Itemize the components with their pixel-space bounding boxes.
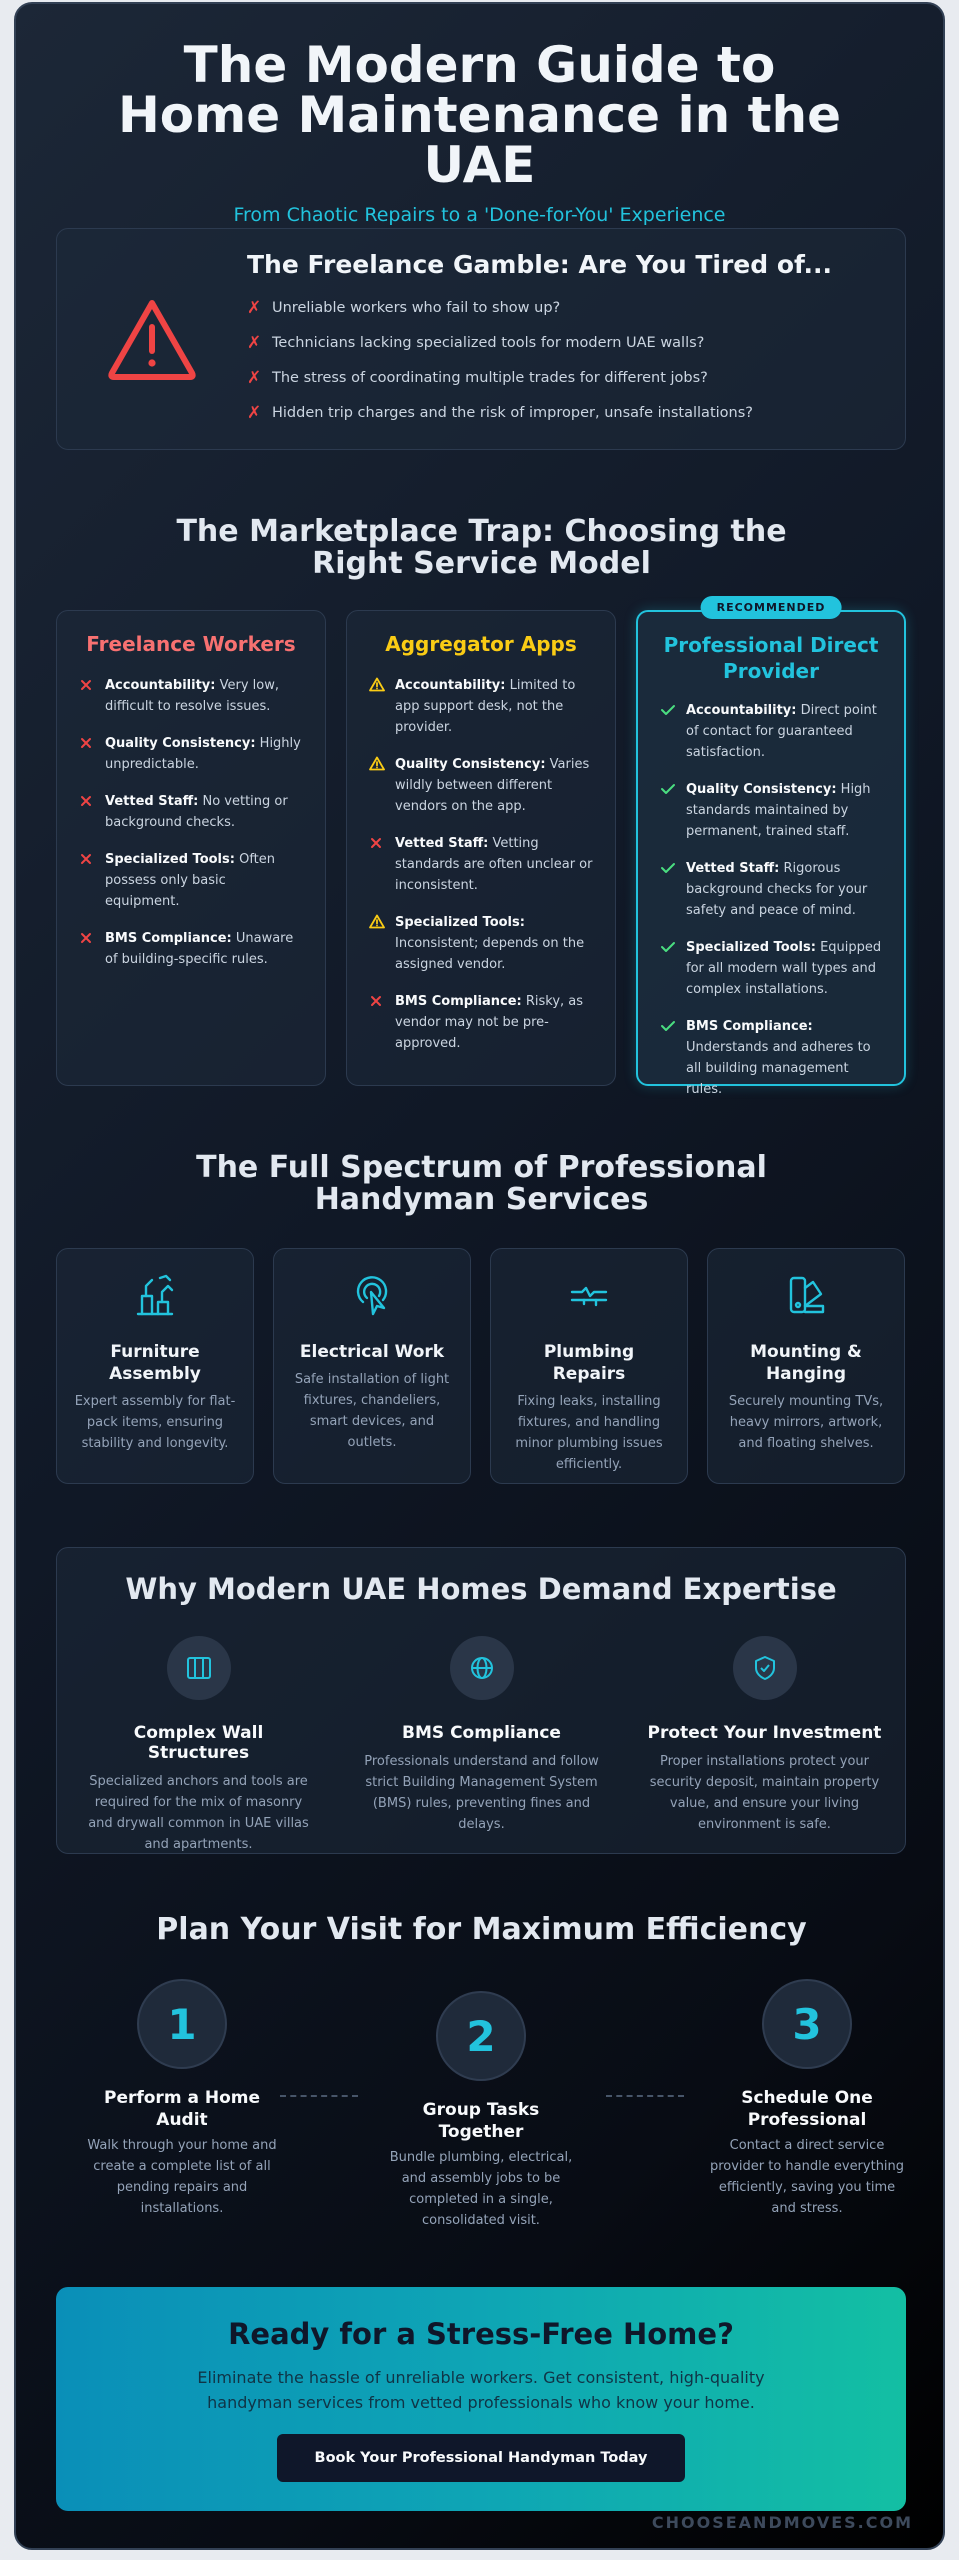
- model-row-label: BMS Compliance:: [105, 931, 232, 946]
- model-card-freelance: [56, 610, 326, 1086]
- model-row: [79, 928, 303, 970]
- step-number: 2: [436, 1991, 526, 2081]
- model-row: [369, 912, 593, 975]
- cross-icon: ✗: [247, 368, 262, 388]
- model-row-text: [686, 700, 882, 763]
- model-row-text: [686, 858, 882, 921]
- model-row-value: Limited to app support desk, not the provider.: [395, 678, 576, 735]
- model-row-label: Vetted Staff:: [395, 836, 489, 851]
- cross-icon: [79, 675, 105, 717]
- step-title: Perform a Home Audit: [103, 2088, 260, 2130]
- list-item: [247, 326, 905, 361]
- model-title: Aggregator Apps: [385, 632, 577, 656]
- model-title: Freelance Workers: [86, 632, 296, 656]
- why-item-title: Complex Wall Structures: [133, 1723, 264, 1763]
- why-expertise-card: [56, 1547, 906, 1854]
- model-card-aggregator: [346, 610, 616, 1086]
- model-row-label: BMS Compliance:: [686, 1019, 813, 1034]
- model-row-value: Varies wildly between different vendors on the app.: [395, 757, 590, 814]
- book-handyman-button[interactable]: Book Your Professional Handyman Today: [277, 2434, 685, 2482]
- model-row-value: Highly unpredictable.: [105, 736, 301, 772]
- step-1: [82, 1979, 282, 2219]
- model-row-label: Vetted Staff:: [686, 861, 780, 876]
- model-row: [369, 754, 593, 817]
- service-card-furniture: [56, 1248, 254, 1484]
- check-icon: [660, 779, 686, 842]
- model-row-label: Quality Consistency:: [395, 757, 546, 772]
- gamble-list: [247, 291, 905, 431]
- model-row-text: [395, 912, 593, 975]
- gamble-title: The Freelance Gamble: Are You Tired of...: [247, 249, 833, 279]
- shield-check-icon: [733, 1636, 797, 1700]
- model-row: [79, 675, 303, 717]
- globe-icon: [450, 1636, 514, 1700]
- model-row-value: Direct point of contact for guaranteed satisfaction.: [686, 703, 877, 760]
- model-row-label: Quality Consistency:: [105, 736, 256, 751]
- model-row-text: [395, 991, 593, 1054]
- model-row: [369, 675, 593, 738]
- why-item-walls: [57, 1636, 340, 1855]
- service-desc: Securely mounting TVs, heavy mirrors, artwork, and floating shelves.: [728, 1394, 884, 1451]
- mounting-icon: [722, 1267, 890, 1323]
- step-number: 3: [762, 1979, 852, 2069]
- model-row: [369, 991, 593, 1054]
- cross-icon: ✗: [247, 333, 262, 353]
- step-3: [707, 1979, 907, 2219]
- why-item-bms: [340, 1636, 623, 1855]
- plan-title: Plan Your Visit for Maximum Efficiency: [156, 1912, 807, 1947]
- check-icon: [660, 700, 686, 763]
- header: [16, 4, 943, 226]
- model-row-text: [105, 791, 303, 833]
- freelance-gamble-card: [56, 228, 906, 450]
- model-row-text: [686, 937, 882, 1000]
- cross-icon: [369, 833, 395, 896]
- model-row-text: [686, 779, 882, 842]
- why-item-title: BMS Compliance: [402, 1723, 561, 1743]
- why-item-desc: Proper installations protect your security deposit, maintain property value, and ensure your living environment is safe.: [649, 1754, 880, 1832]
- model-row: [79, 791, 303, 833]
- model-row: [660, 1016, 882, 1100]
- page-title: The Modern Guide to Home Maintenance in the UAE: [117, 36, 842, 194]
- recommended-badge: RECOMMENDED: [701, 596, 842, 619]
- step-connector: [280, 2095, 358, 2097]
- wall-icon: [167, 1636, 231, 1700]
- model-row-value: No vetting or background checks.: [105, 794, 288, 830]
- cross-icon: ✗: [247, 298, 262, 318]
- service-desc: Expert assembly for flat-pack items, ensuring stability and longevity.: [74, 1394, 236, 1451]
- model-row: [79, 849, 303, 912]
- model-row-label: BMS Compliance:: [395, 994, 522, 1009]
- cross-icon: ✗: [247, 403, 262, 423]
- model-row: [660, 700, 882, 763]
- model-row: [660, 858, 882, 921]
- step-desc: Bundle plumbing, electrical, and assembly jobs to be completed in a single, consolidated visit.: [389, 2150, 573, 2228]
- model-row-value: Risky, as vendor may not be pre-approved.: [395, 994, 584, 1051]
- marketplace-title: The Marketplace Trap: Choosing the Right Service Model: [176, 514, 787, 581]
- model-row: [369, 833, 593, 896]
- why-title: Why Modern UAE Homes Demand Expertise: [125, 1572, 837, 1606]
- gamble-item-text: Unreliable workers who fail to show up?: [272, 300, 561, 316]
- gamble-item-text: The stress of coordinating multiple trades for different jobs?: [272, 370, 708, 386]
- service-card-electrical: [273, 1248, 471, 1484]
- why-item-investment: [623, 1636, 906, 1855]
- plan-steps: [56, 1979, 906, 2239]
- gamble-item-text: Hidden trip charges and the risk of improper, unsafe installations?: [272, 405, 753, 421]
- model-row-value: Often possess only basic equipment.: [105, 852, 276, 909]
- cross-icon: [79, 733, 105, 775]
- list-item: [247, 396, 905, 431]
- cta-title: Ready for a Stress-Free Home?: [228, 2317, 734, 2351]
- model-row-value: Unaware of building-specific rules.: [105, 931, 294, 967]
- model-row-text: [395, 754, 593, 817]
- cross-icon: [369, 991, 395, 1054]
- model-row-value: Equipped for all modern wall types and complex installations.: [686, 940, 882, 997]
- model-row: [660, 937, 882, 1000]
- model-row-text: [105, 849, 303, 912]
- step-desc: Contact a direct service provider to handle everything efficiently, saving you time and stress.: [709, 2138, 905, 2216]
- why-item-title: Protect Your Investment: [647, 1723, 882, 1743]
- service-card-mounting: [707, 1248, 905, 1484]
- model-row-value: Vetting standards are often unclear or inconsistent.: [395, 836, 593, 893]
- model-row-text: [105, 733, 303, 775]
- model-row-value: Understands and adheres to all building management rules.: [686, 1040, 871, 1097]
- page-subtitle: From Chaotic Repairs to a 'Done-for-You' Experience: [233, 204, 726, 226]
- model-row-value: Very low, difficult to resolve issues.: [105, 678, 279, 714]
- model-card-professional: [636, 601, 906, 1097]
- cross-icon: [79, 791, 105, 833]
- service-desc: Fixing leaks, installing fixtures, and handling minor plumbing issues efficiently.: [515, 1394, 663, 1472]
- cross-icon: [79, 928, 105, 970]
- infographic-frame: [14, 2, 945, 2550]
- warning-icon: [369, 754, 395, 817]
- warning-icon: [369, 675, 395, 738]
- electrical-icon: [288, 1267, 456, 1323]
- model-row-label: Specialized Tools:: [105, 852, 235, 867]
- gamble-item-text: Technicians lacking specialized tools for modern UAE walls?: [272, 335, 705, 351]
- step-title: Group Tasks Together: [422, 2100, 540, 2142]
- plumbing-icon: [505, 1267, 673, 1323]
- service-title: Plumbing Repairs: [543, 1342, 635, 1384]
- model-row-label: Quality Consistency:: [686, 782, 837, 797]
- model-row-text: [686, 1016, 882, 1100]
- check-icon: [660, 937, 686, 1000]
- check-icon: [660, 858, 686, 921]
- model-row: [660, 779, 882, 842]
- cta-banner: [56, 2287, 906, 2511]
- service-desc: Safe installation of light fixtures, chandeliers, smart devices, and outlets.: [294, 1372, 450, 1450]
- model-row-label: Specialized Tools:: [686, 940, 816, 955]
- step-connector: [606, 2095, 684, 2097]
- step-title: Schedule One Professional: [741, 2088, 873, 2130]
- model-row-label: Accountability:: [686, 703, 797, 718]
- model-row-text: [105, 928, 303, 970]
- model-row: [79, 733, 303, 775]
- warning-icon: [369, 912, 395, 975]
- cta-desc: Eliminate the hassle of unreliable workers. Get consistent, high-quality handyman services from vetted professionals who know your home.: [197, 2368, 765, 2412]
- model-row-value: High standards maintained by permanent, trained staff.: [686, 782, 871, 839]
- step-2: [381, 1991, 581, 2231]
- model-row-text: [105, 675, 303, 717]
- step-desc: Walk through your home and create a complete list of all pending repairs and installations.: [87, 2138, 277, 2216]
- model-row-value: Rigorous background checks for your safety and peace of mind.: [686, 861, 868, 918]
- step-number: 1: [137, 1979, 227, 2069]
- model-title: Professional Direct Provider: [663, 633, 879, 683]
- services-title: The Full Spectrum of Professional Handyman Services: [196, 1150, 767, 1217]
- model-row-label: Specialized Tools:: [395, 915, 525, 930]
- model-row-label: Vetted Staff:: [105, 794, 199, 809]
- service-card-plumbing: [490, 1248, 688, 1484]
- model-row-value: Inconsistent; depends on the assigned vendor.: [395, 936, 585, 972]
- check-icon: [660, 1016, 686, 1100]
- why-item-desc: Professionals understand and follow strict Building Management System (BMS) rules, preventing fines and delays.: [364, 1754, 599, 1832]
- service-models: [56, 601, 906, 1097]
- watermark: CHOOSEANDMOVES.COM: [651, 2513, 913, 2532]
- service-title: Mounting & Hanging: [750, 1342, 862, 1384]
- service-title: Electrical Work: [299, 1342, 445, 1362]
- model-row-label: Accountability:: [105, 678, 216, 693]
- service-title: Furniture Assembly: [109, 1342, 201, 1384]
- furniture-icon: [71, 1267, 239, 1323]
- warning-triangle-icon: [57, 229, 247, 449]
- list-item: [247, 361, 905, 396]
- why-item-desc: Specialized anchors and tools are required for the mix of masonry and drywall common in UAE villas and apartments.: [88, 1774, 309, 1852]
- model-row-text: [395, 675, 593, 738]
- services-grid: [56, 1248, 906, 1484]
- model-row-label: Accountability:: [395, 678, 506, 693]
- cross-icon: [79, 849, 105, 912]
- model-row-text: [395, 833, 593, 896]
- list-item: [247, 291, 905, 326]
